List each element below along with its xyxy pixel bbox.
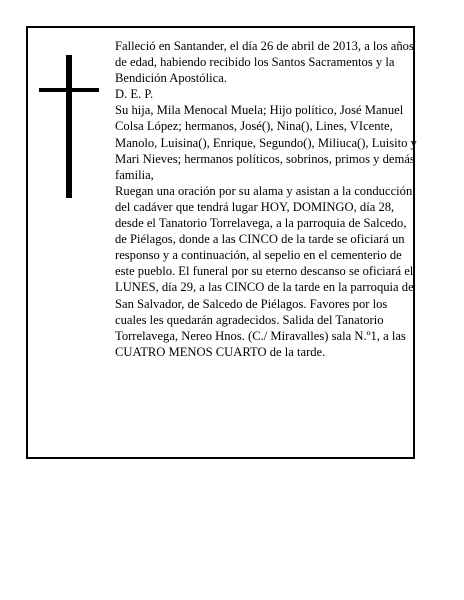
notice-text-block [115,38,420,360]
family-paragraph: Su hija, Mila Menocal Muela; Hijo político, José Manuel Colsa López; hermanos, José(), Nina(), Lines, VIcente, Manolo, Luisina(), Enrique, Segundo(), Miliuca(), Luisito y Mari Nieves; hermanos políticos, sobrinos, primos y demás familia, [115,103,417,182]
rip-line: D. E. P. [115,87,154,102]
funeral-details-paragraph: Ruegan una oración por su alama y asistan a la conducción del cadáver que tendrá lugar HOY, DOMINGO, día 28, desde el Tanatorio Torrelavega, a la parroquia de Salcedo, de Piélagos, donde a las CINCO de la tarde se oficiará un responso y a continuación, al sepelio en el cementerio de este pueblo. El funeral por su eterno descanso se oficiará el LUNES, día 29, a las CINCO de la tarde en la parroquia de San Salvador, de Salcedo de Piélagos. Favores por los cuales les quedarán agradecidos. Salida del Tanatorio Torrelavega, Nereo Hnos. (C./ Miravalles) sala N.º1, a las CUATRO MENOS CUARTO de la tarde. [115,183,414,359]
death-announcement-paragraph: Falleció en Santander, el día 26 de abril de 2013, a los años de edad, habiendo recibido los Santos Sacramentos y la Bendición Apostólica. [115,39,414,86]
obituary-notice [26,26,415,459]
cross-vertical-bar [66,55,72,198]
cross-horizontal-bar [39,88,99,92]
latin-cross-icon [39,55,99,198]
